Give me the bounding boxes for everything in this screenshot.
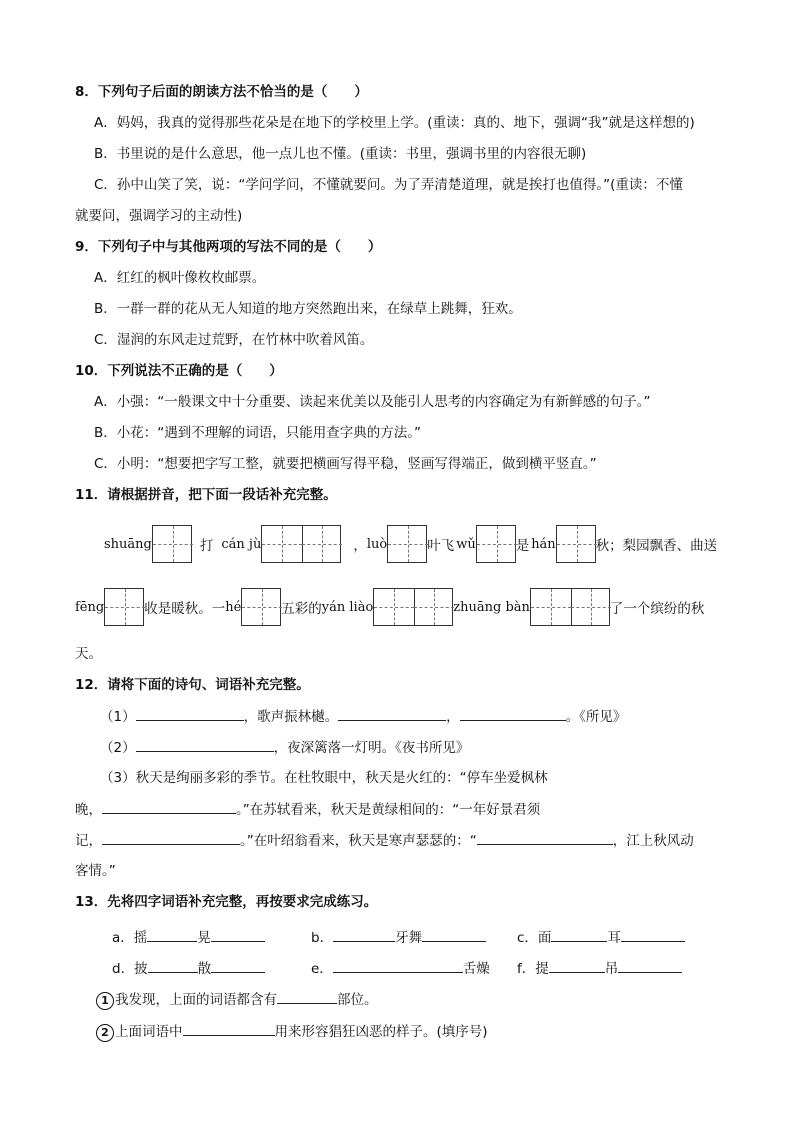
- text-fragment: 。”在苏轼看来，秋天是黄绿相间的：“一年好景君须: [236, 802, 541, 818]
- text-fragment: 晚，: [75, 802, 102, 818]
- pinyin-label: zhuāng bàn: [453, 599, 530, 615]
- question-13-part-1: [96, 989, 378, 1010]
- tianzige-box[interactable]: [241, 588, 281, 626]
- text-fragment: 叶飞: [427, 538, 455, 554]
- answer-blank[interactable]: [102, 799, 236, 814]
- pinyin-row-2: [75, 587, 704, 627]
- text-fragment: 上面词语中: [115, 1024, 183, 1040]
- tianzige-box[interactable]: [373, 588, 453, 626]
- pinyin-label: fēng: [75, 599, 105, 615]
- text-fragment: 是: [515, 538, 530, 554]
- idiom-a: [112, 927, 265, 948]
- text-fragment: 舌燥: [462, 961, 490, 977]
- pinyin-row-1: [104, 524, 717, 564]
- text-fragment: 收是暖秋。一: [144, 601, 226, 617]
- text-fragment: 记，: [75, 833, 102, 849]
- pinyin-label: hé: [225, 599, 242, 615]
- answer-blank[interactable]: [549, 958, 605, 973]
- text-fragment: 耳: [607, 930, 621, 946]
- pinyin-label: luò: [366, 536, 388, 552]
- tianzige-box[interactable]: [530, 588, 610, 626]
- question-9-option-b: B．一群一群的花从无人知道的地方突然跑出来，在绿草上跳舞，狂欢。: [94, 301, 522, 317]
- question-12-line-3b: [75, 799, 540, 820]
- circled-number: 1: [96, 992, 114, 1010]
- tianzige-box[interactable]: [556, 525, 596, 563]
- question-13-stem: 13．先将四字词语补充完整，再按要求完成练习。: [75, 894, 378, 910]
- question-8-option-c-line1: C．孙中山笑了笑，说：“学问学问，不懂就要问。为了弄清楚道理，就是挨打也值得。”(重读：不懂: [94, 177, 683, 193]
- answer-blank[interactable]: [183, 1021, 275, 1036]
- text-fragment: f．提: [517, 961, 549, 977]
- answer-blank[interactable]: [621, 927, 685, 942]
- question-12-line-1: [100, 706, 626, 727]
- text-fragment: 我发现，上面的词语都含有: [115, 992, 277, 1008]
- text-fragment: 秋；梨园飘香、曲送: [595, 538, 718, 554]
- question-9-option-a: A．红红的枫叶像枚枚邮票。: [94, 270, 266, 286]
- question-10-stem: 10．下列说法不正确的是（ ）: [75, 363, 283, 379]
- text-fragment: 晃: [197, 930, 211, 946]
- text-fragment: ，江上秋风动: [612, 833, 694, 849]
- text-fragment: ，歌声振林樾。: [243, 709, 339, 725]
- pinyin-label: shuāng: [104, 536, 152, 552]
- answer-blank[interactable]: [148, 958, 198, 973]
- question-12-stem: 12．请将下面的诗句、词语补充完整。: [75, 677, 310, 693]
- question-12-line-3c: [75, 830, 694, 851]
- item-number: （2）: [100, 740, 136, 756]
- idiom-e: [311, 958, 490, 979]
- question-11-tail: 天。: [75, 646, 102, 662]
- answer-blank[interactable]: [333, 927, 395, 942]
- text-fragment: ，: [446, 709, 460, 725]
- question-10-option-b: B．小花：“遇到不理解的词语，只能用查字典的方法。”: [94, 425, 421, 441]
- pinyin-label: yán liào: [321, 599, 374, 615]
- question-12-line-3a: （3）秋天是绚丽多彩的季节。在杜牧眼中，秋天是火红的：“停车坐爱枫林: [100, 770, 548, 786]
- pinyin-label: wǔ: [456, 536, 476, 552]
- text-fragment: ，: [353, 538, 367, 554]
- idiom-f: [517, 958, 682, 979]
- answer-blank[interactable]: [333, 958, 463, 973]
- answer-blank[interactable]: [147, 927, 197, 942]
- pinyin-label: cán jù: [221, 536, 262, 552]
- tianzige-box[interactable]: [152, 525, 192, 563]
- text-fragment: c．面: [517, 930, 552, 946]
- tianzige-box[interactable]: [476, 525, 516, 563]
- idiom-d: [112, 958, 265, 979]
- tianzige-box[interactable]: [104, 588, 144, 626]
- question-13-part-2: [96, 1021, 488, 1042]
- text-fragment: ，夜深篱落一灯明。《夜书所见》: [273, 740, 470, 756]
- tianzige-box[interactable]: [387, 525, 427, 563]
- text-fragment: 五彩的: [281, 601, 322, 617]
- idiom-c: [517, 927, 685, 948]
- answer-blank[interactable]: [211, 958, 265, 973]
- question-12-line-3d: 客情。”: [75, 863, 116, 879]
- pinyin-label: hán: [531, 536, 556, 552]
- question-12-line-2: [100, 737, 469, 758]
- circled-number: 2: [96, 1024, 114, 1042]
- item-number: （1）: [100, 709, 136, 725]
- answer-blank[interactable]: [477, 830, 613, 845]
- answer-blank[interactable]: [136, 706, 244, 721]
- text-fragment: 。”在叶绍翁看来，秋天是寒声瑟瑟的：“: [240, 833, 477, 849]
- question-8-stem: 8．下列句子后面的朗读方法不恰当的是（ ）: [75, 84, 368, 100]
- text-fragment: 。《所见》: [565, 709, 627, 725]
- answer-blank[interactable]: [618, 958, 682, 973]
- idiom-b: [311, 927, 486, 948]
- question-9-stem: 9．下列句子中与其他两项的写法不同的是（ ）: [75, 239, 382, 255]
- text-fragment: 打: [199, 538, 214, 554]
- text-fragment: a．摇: [112, 930, 148, 946]
- answer-blank[interactable]: [460, 706, 566, 721]
- text-fragment: d．披: [112, 961, 148, 977]
- question-9-option-c: C．湿润的东风走过荒野，在竹林中吹着风笛。: [94, 332, 374, 348]
- answer-blank[interactable]: [551, 927, 607, 942]
- text-fragment: 散: [197, 961, 212, 977]
- question-11-stem: 11．请根据拼音，把下面一段话补充完整。: [75, 487, 337, 503]
- answer-blank[interactable]: [422, 927, 486, 942]
- answer-blank[interactable]: [211, 927, 265, 942]
- question-8-option-a: A．妈妈，我真的觉得那些花朵是在地下的学校里上学。(重读：真的、地下，强调“我”就是这样想的): [94, 115, 695, 131]
- question-8-option-b: B．书里说的是什么意思，他一点儿也不懂。(重读：书里，强调书里的内容很无聊): [94, 146, 587, 162]
- question-8-option-c-line2: 就要问，强调学习的主动性): [75, 208, 243, 224]
- answer-blank[interactable]: [277, 989, 337, 1004]
- question-10-option-a: A．小强：“一般课文中十分重要、读起来优美以及能引人思考的内容确定为有新鲜感的句子。”: [94, 394, 651, 410]
- question-10-option-c: C．小明：“想要把字写工整，就要把横画写得平稳，竖画写得端正，做到横平竖直。”: [94, 456, 597, 472]
- answer-blank[interactable]: [136, 737, 274, 752]
- text-fragment: 吊: [604, 961, 619, 977]
- text-fragment: 部位。: [337, 992, 378, 1008]
- text-fragment: e．: [311, 961, 333, 977]
- text-fragment: 用来形容猖狂凶恶的样子。(填序号): [274, 1024, 488, 1040]
- answer-blank[interactable]: [102, 830, 240, 845]
- text-fragment: 牙舞: [395, 930, 423, 946]
- answer-blank[interactable]: [338, 706, 446, 721]
- text-fragment: 了一个缤纷的秋: [609, 601, 705, 617]
- text-fragment: b．: [311, 930, 334, 946]
- tianzige-box[interactable]: [261, 525, 341, 563]
